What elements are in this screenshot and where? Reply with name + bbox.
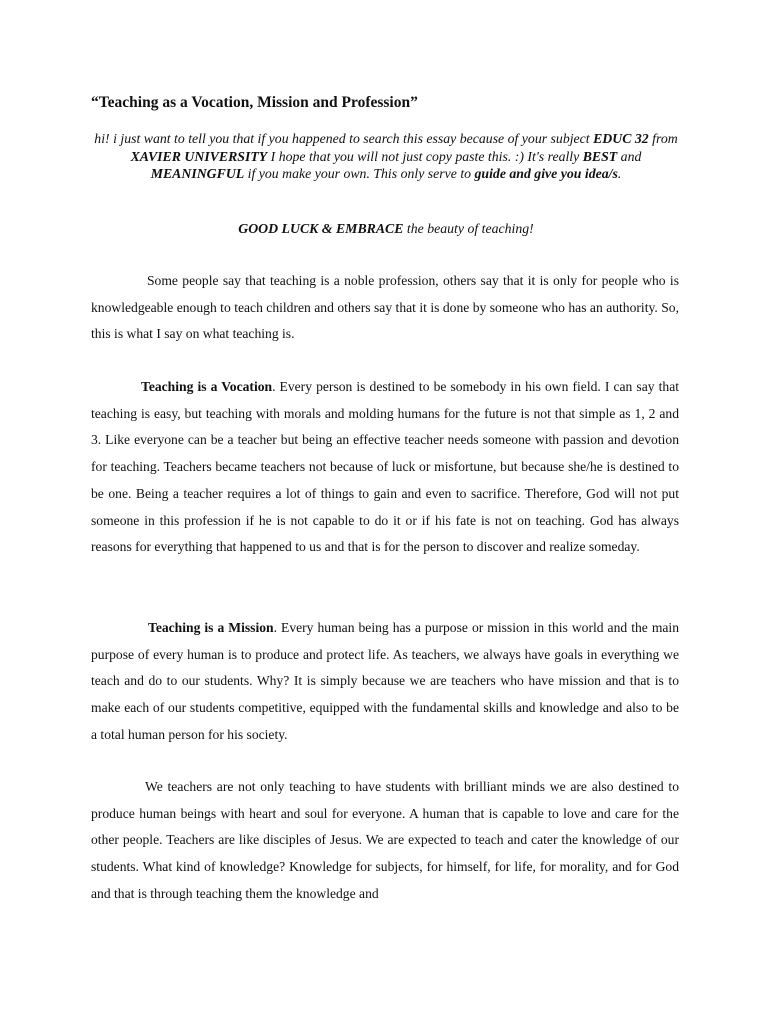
paragraph-teachers: We teachers are not only teaching to have students with brilliant minds we are also destined to produce human beings with heart and soul for everyone. A human that is capable to love and care for the other people. Teachers are like disciples of Jesus. We are expected to teach and cater the knowledge of our students. What kind of knowledge? Knowledge for subjects, for himself, for life, for morality, and for God and that is through teaching them the knowledge and: [91, 779, 679, 901]
document-title: “Teaching as a Vocation, Mission and Profession”: [91, 94, 418, 111]
good-luck-line: [92, 220, 680, 238]
intro-text-3: I hope that you will not just copy paste this. :) It's really: [267, 148, 583, 164]
vocation-body: . Every person is destined to be somebody in his own field. I can say that teaching is easy, but teaching with morals and molding humans for the future is not that simple as 1, 2 and 3. Like everyone can be a teacher but being an effective teacher needs someone with passion and devotion for teaching. Teachers became teachers not because of luck or misfortune, but because she/he is destined to be one. Being a teacher requires a lot of things to gain and even to sacrifice. Therefore, God will not put someone in this profession if he is not capable to do it or if his fate is not on teaching. God has always reasons for everything that happened to us and that is for the person to discover and realize someday.: [91, 379, 680, 555]
intro-course: EDUC 32: [593, 131, 649, 146]
intro-text-4: and: [617, 148, 642, 164]
intro-text-2: from: [648, 131, 678, 146]
good-luck-rest: the beauty of teaching!: [403, 221, 534, 236]
paragraph-introduction: Some people say that teaching is a noble profession, others say that it is only for people who is knowledgeable enough to teach children and others say that it is done by someone who has an authority. So, this is what I say on what teaching is.: [91, 273, 679, 342]
vocation-heading: Teaching is a Vocation: [141, 379, 273, 394]
intro-text-1: hi! i just want to tell you that if you happened to search this essay because of your subject: [94, 131, 594, 146]
intro-best: BEST: [582, 148, 618, 164]
intro-guide: guide and give you idea/s: [474, 166, 618, 181]
intro-note: [92, 130, 680, 183]
paragraph-mission: [91, 615, 679, 749]
intro-text-5: if you make your own. This only serve to: [244, 166, 475, 181]
good-luck-emphasis: GOOD LUCK & EMBRACE: [238, 221, 404, 236]
intro-university: XAVIER UNIVERSITY: [130, 148, 268, 164]
paragraph-vocation: [91, 374, 679, 561]
mission-body: . Every human being has a purpose or mission in this world and the main purpose of every human is to produce and protect life. As teachers, we always have goals in everything we teach and do to our students. Why? It is simply because we are teachers who have mission and that is to make each of our students competitive, equipped with the fundamental skills and knowledge and also to be a total human person for his society.: [91, 620, 679, 742]
intro-meaningful: MEANINGFUL: [150, 166, 245, 181]
mission-heading: Teaching is a Mission: [148, 620, 274, 635]
intro-text-6: .: [617, 166, 622, 181]
